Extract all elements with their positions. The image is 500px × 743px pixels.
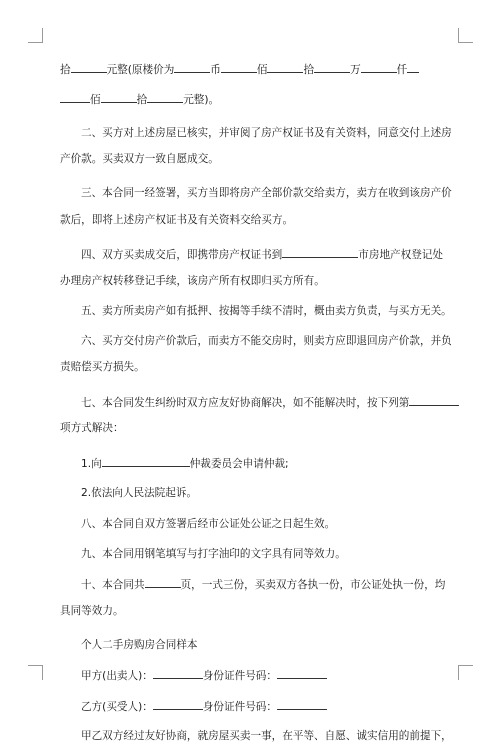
text-line: 2.依法向人民法院起诉。: [81, 487, 198, 499]
crop-mark-top-left: [28, 28, 43, 43]
crop-mark-top-right: [458, 28, 473, 43]
text-line: 责赔偿买方损失。: [60, 361, 145, 373]
text-line: 项方式解决：: [60, 422, 124, 434]
text-line: 甲乙双方经过友好协商，就房屋买卖一事，在平等、自愿、诚实信用的前提下，: [81, 730, 452, 742]
text-line: 八、本合同自双方签署后经市公证处公证之日起生效。: [81, 518, 336, 530]
section-title: 个人二手房购房合同样本: [81, 639, 198, 651]
text-line: 十、本合同共 页，一式三份，买卖双方各执一份，市公证处执一份，均: [81, 579, 446, 591]
text-line: 款后，即将上述房产权证书及有关资料交给买方。: [60, 214, 294, 226]
text-line: 拾 元整(原楼价为 币 佰 拾 万 仟: [60, 62, 419, 76]
text-line: 九、本合同用钢笔填写与打字油印的文字具有同等效力。: [81, 548, 346, 560]
text-line: 办理房产权转移登记手续，该房产所有权即归买方所有。: [60, 275, 325, 287]
text-line: 佰 拾 元整)。: [60, 92, 219, 106]
text-line: 二、买方对上述房屋已核实，并审阅了房产权证书及有关资料，同意交付上述房: [81, 127, 452, 139]
text-line: 四、双方买卖成交后，即携带房产权证书到 市房地产权登记处: [81, 249, 444, 261]
party-a-line: 甲方(出卖人)： 身份证件号码：: [81, 668, 327, 682]
crop-mark-bottom-left: [28, 665, 43, 680]
party-b-line: 乙方(买受人)： 身份证件号码：: [81, 699, 327, 713]
text-line: 具同等效力。: [60, 605, 124, 617]
text-line: 六、买方交付房产价款后，而卖方不能交房时，则卖方应即退回房产价款，并负: [81, 335, 452, 347]
text-line: 三、本合同一经签署，买方当即将房产全部价款交给卖方，卖方在收到该房产价: [81, 187, 452, 199]
text-line: 七、本合同发生纠纷时双方应友好协商解决，如不能解决时，按下列第: [81, 395, 459, 409]
text-line: 五、卖方所卖房产如有抵押、按揭等手续不清时，概由卖方负责，与买方无关。: [81, 305, 452, 317]
text-line: 产价款。买卖双方一致自愿成交。: [60, 153, 219, 165]
text-line: 1.向 仲裁委员会申请仲裁;: [81, 458, 289, 470]
crop-mark-bottom-right: [458, 665, 473, 680]
